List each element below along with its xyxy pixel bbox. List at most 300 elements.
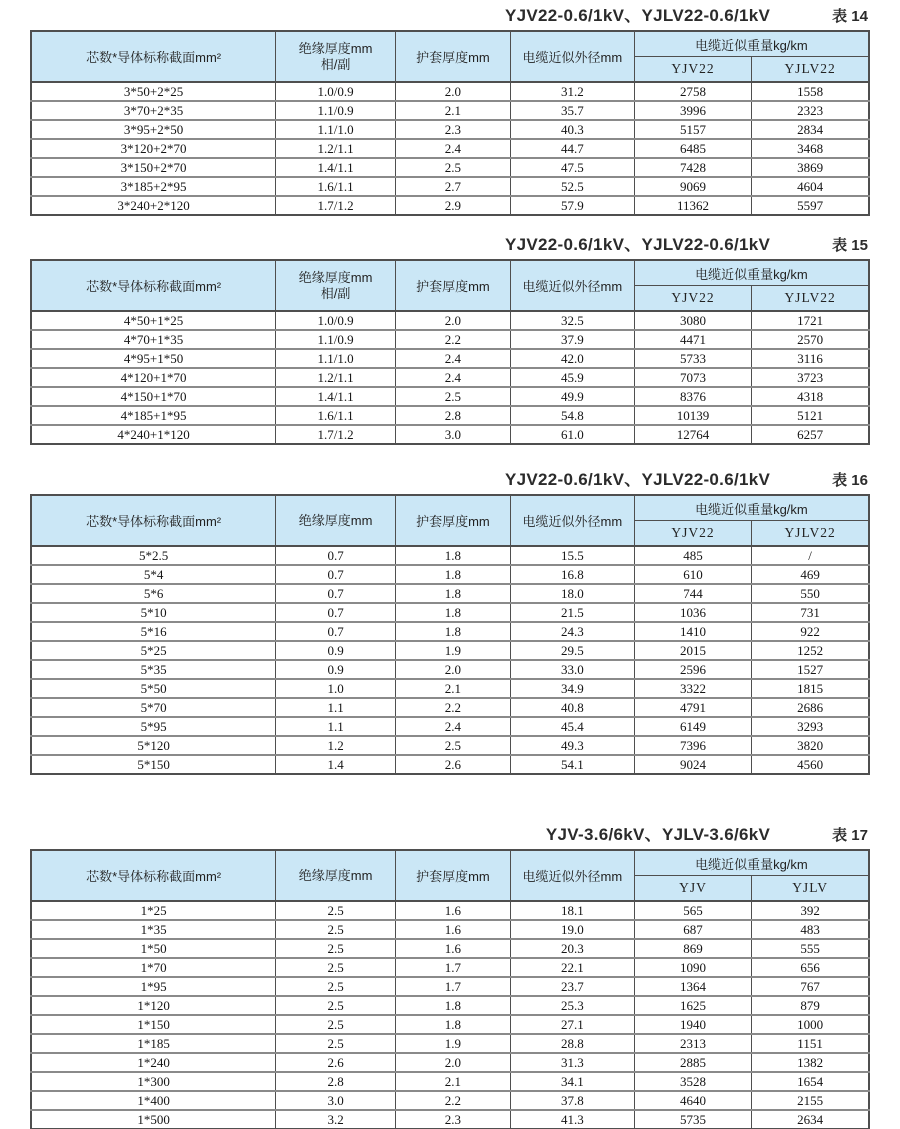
header-weight-yjlv: YJLV22	[752, 521, 869, 547]
cell-outer-diameter: 52.5	[510, 177, 634, 196]
cell-weight-yjlv: 1151	[752, 1034, 869, 1053]
cell-weight-yjv: 3322	[634, 679, 751, 698]
cell-sheath: 1.9	[396, 1034, 511, 1053]
cell-weight-yjv: 2015	[634, 641, 751, 660]
cell-insulation: 1.6/1.1	[276, 406, 396, 425]
table-row	[31, 920, 869, 939]
header-outer-diameter: 电缆近似外径mm	[510, 850, 634, 901]
table-header	[31, 850, 869, 901]
cell-outer-diameter: 22.1	[510, 958, 634, 977]
cell-sheath: 2.0	[396, 660, 511, 679]
cell-insulation: 2.5	[276, 939, 396, 958]
cell-weight-yjv: 1410	[634, 622, 751, 641]
cell-outer-diameter: 24.3	[510, 622, 634, 641]
cell-core-size: 1*25	[31, 901, 276, 920]
cell-sheath: 2.2	[396, 330, 511, 349]
cell-sheath: 2.1	[396, 101, 511, 120]
table-row	[31, 717, 869, 736]
cell-weight-yjv: 1940	[634, 1015, 751, 1034]
cell-core-size: 1*185	[31, 1034, 276, 1053]
cell-weight-yjv: 7073	[634, 368, 751, 387]
cell-insulation: 1.1/1.0	[276, 120, 396, 139]
cell-core-size: 1*95	[31, 977, 276, 996]
cell-insulation: 2.8	[276, 1072, 396, 1091]
cell-weight-yjlv: 922	[752, 622, 869, 641]
cell-insulation: 2.5	[276, 901, 396, 920]
cell-insulation: 1.4/1.1	[276, 387, 396, 406]
cell-weight-yjv: 2758	[634, 82, 751, 101]
cell-weight-yjv: 1036	[634, 603, 751, 622]
header-core-size: 芯数*导体标称截面mm²	[31, 495, 276, 546]
table-row	[31, 939, 869, 958]
cell-insulation: 2.5	[276, 1034, 396, 1053]
table-row	[31, 736, 869, 755]
table-title: YJV-3.6/6kV、YJLV-3.6/6kV	[545, 825, 771, 844]
table-row	[31, 698, 869, 717]
cell-core-size: 1*120	[31, 996, 276, 1015]
header-weight-yjv: YJV22	[634, 286, 751, 312]
table-body	[31, 311, 869, 444]
header-core-size: 芯数*导体标称截面mm²	[31, 850, 276, 901]
cell-outer-diameter: 37.9	[510, 330, 634, 349]
table-number: 表 14	[832, 8, 868, 25]
table-row	[31, 1034, 869, 1053]
cell-weight-yjv: 610	[634, 565, 751, 584]
cell-weight-yjlv: 2686	[752, 698, 869, 717]
cell-core-size: 4*70+1*35	[31, 330, 276, 349]
table-row	[31, 1110, 869, 1129]
cell-weight-yjlv: 483	[752, 920, 869, 939]
cell-outer-diameter: 29.5	[510, 641, 634, 660]
cell-core-size: 1*400	[31, 1091, 276, 1110]
cell-core-size: 4*50+1*25	[31, 311, 276, 330]
cell-weight-yjv: 2596	[634, 660, 751, 679]
cell-core-size: 1*50	[31, 939, 276, 958]
cell-weight-yjlv: 2834	[752, 120, 869, 139]
cell-sheath: 2.9	[396, 196, 511, 215]
table-row	[31, 311, 869, 330]
cell-outer-diameter: 31.3	[510, 1053, 634, 1072]
table-body	[31, 82, 869, 215]
cell-sheath: 2.2	[396, 698, 511, 717]
cell-weight-yjlv: 1558	[752, 82, 869, 101]
cell-weight-yjv: 10139	[634, 406, 751, 425]
cell-outer-diameter: 15.5	[510, 546, 634, 565]
cell-outer-diameter: 47.5	[510, 158, 634, 177]
cell-core-size: 4*240+1*120	[31, 425, 276, 444]
table-row	[31, 1072, 869, 1091]
header-weight-yjlv: YJLV22	[752, 286, 869, 312]
cell-outer-diameter: 41.3	[510, 1110, 634, 1129]
cell-weight-yjv: 485	[634, 546, 751, 565]
cell-insulation: 3.0	[276, 1091, 396, 1110]
cell-weight-yjv: 4471	[634, 330, 751, 349]
cable-spec-table	[30, 259, 870, 445]
cell-sheath: 2.0	[396, 82, 511, 101]
cell-weight-yjv: 1625	[634, 996, 751, 1015]
table-row	[31, 120, 869, 139]
table-row	[31, 622, 869, 641]
cell-weight-yjlv: 656	[752, 958, 869, 977]
cell-weight-yjlv: /	[752, 546, 869, 565]
cell-weight-yjlv: 1527	[752, 660, 869, 679]
cell-core-size: 5*50	[31, 679, 276, 698]
cell-insulation: 1.1/1.0	[276, 349, 396, 368]
cell-outer-diameter: 54.1	[510, 755, 634, 774]
table-row	[31, 196, 869, 215]
cell-insulation: 1.7/1.2	[276, 425, 396, 444]
header-weight-yjlv: YJLV22	[752, 57, 869, 83]
cell-weight-yjv: 11362	[634, 196, 751, 215]
header-insulation	[276, 495, 396, 546]
cell-sheath: 2.5	[396, 387, 511, 406]
cell-weight-yjlv: 3820	[752, 736, 869, 755]
cell-weight-yjv: 687	[634, 920, 751, 939]
cell-sheath: 1.8	[396, 622, 511, 641]
table-row	[31, 1015, 869, 1034]
cell-weight-yjlv: 4604	[752, 177, 869, 196]
cell-sheath: 2.0	[396, 311, 511, 330]
cell-sheath: 2.5	[396, 158, 511, 177]
cell-weight-yjlv: 5121	[752, 406, 869, 425]
table-body	[31, 901, 869, 1129]
cell-insulation: 1.7/1.2	[276, 196, 396, 215]
header-sheath: 护套厚度mm	[396, 850, 511, 901]
header-weight-yjlv: YJLV	[752, 876, 869, 902]
cell-sheath: 1.8	[396, 565, 511, 584]
cell-sheath: 1.9	[396, 641, 511, 660]
cell-core-size: 3*120+2*70	[31, 139, 276, 158]
cell-insulation: 0.7	[276, 546, 396, 565]
cell-weight-yjlv: 1382	[752, 1053, 869, 1072]
cell-outer-diameter: 19.0	[510, 920, 634, 939]
table-row	[31, 584, 869, 603]
table-row	[31, 977, 869, 996]
table-header	[31, 31, 869, 82]
cell-weight-yjv: 1364	[634, 977, 751, 996]
cell-insulation: 0.9	[276, 641, 396, 660]
cell-weight-yjv: 7428	[634, 158, 751, 177]
cell-sheath: 1.8	[396, 1015, 511, 1034]
cell-outer-diameter: 40.8	[510, 698, 634, 717]
cell-core-size: 4*150+1*70	[31, 387, 276, 406]
cell-sheath: 1.8	[396, 996, 511, 1015]
cell-sheath: 2.8	[396, 406, 511, 425]
table-row	[31, 565, 869, 584]
cell-insulation: 1.1/0.9	[276, 330, 396, 349]
cell-insulation: 2.6	[276, 1053, 396, 1072]
cell-outer-diameter: 49.9	[510, 387, 634, 406]
cell-sheath: 2.7	[396, 177, 511, 196]
cell-sheath: 1.6	[396, 939, 511, 958]
table-row	[31, 349, 869, 368]
cell-sheath: 2.3	[396, 1110, 511, 1129]
table-row	[31, 1091, 869, 1110]
cell-weight-yjlv: 392	[752, 901, 869, 920]
cell-outer-diameter: 33.0	[510, 660, 634, 679]
cell-outer-diameter: 28.8	[510, 1034, 634, 1053]
cell-weight-yjlv: 3869	[752, 158, 869, 177]
cell-sheath: 1.6	[396, 920, 511, 939]
cell-core-size: 5*25	[31, 641, 276, 660]
cell-insulation: 1.1	[276, 698, 396, 717]
table-title: YJV22-0.6/1kV、YJLV22-0.6/1kV	[505, 235, 771, 254]
cell-weight-yjlv: 2323	[752, 101, 869, 120]
table-title: YJV22-0.6/1kV、YJLV22-0.6/1kV	[505, 6, 771, 25]
cell-insulation: 1.1	[276, 717, 396, 736]
header-sheath: 护套厚度mm	[396, 260, 511, 311]
table-header	[31, 260, 869, 311]
cell-weight-yjv: 2885	[634, 1053, 751, 1072]
cell-sheath: 2.6	[396, 755, 511, 774]
cell-core-size: 3*70+2*35	[31, 101, 276, 120]
table-row	[31, 425, 869, 444]
cell-outer-diameter: 25.3	[510, 996, 634, 1015]
cell-weight-yjlv: 3723	[752, 368, 869, 387]
cell-insulation: 1.0	[276, 679, 396, 698]
header-weight-yjv: YJV22	[634, 57, 751, 83]
table-row	[31, 641, 869, 660]
table-row	[31, 901, 869, 920]
cell-core-size: 5*10	[31, 603, 276, 622]
cell-weight-yjlv: 3468	[752, 139, 869, 158]
cell-outer-diameter: 42.0	[510, 349, 634, 368]
cell-insulation: 0.7	[276, 603, 396, 622]
cell-core-size: 3*150+2*70	[31, 158, 276, 177]
cell-weight-yjlv: 731	[752, 603, 869, 622]
cell-weight-yjv: 3996	[634, 101, 751, 120]
table-row	[31, 958, 869, 977]
cell-insulation: 1.4	[276, 755, 396, 774]
cell-sheath: 1.7	[396, 977, 511, 996]
cell-weight-yjv: 565	[634, 901, 751, 920]
header-insulation	[276, 850, 396, 901]
cell-weight-yjlv: 1815	[752, 679, 869, 698]
header-weight-yjv: YJV	[634, 876, 751, 902]
cell-outer-diameter: 44.7	[510, 139, 634, 158]
cell-weight-yjv: 4791	[634, 698, 751, 717]
cell-sheath: 2.3	[396, 120, 511, 139]
table-number: 表 15	[832, 237, 868, 254]
cell-core-size: 5*95	[31, 717, 276, 736]
cell-sheath: 1.8	[396, 584, 511, 603]
cell-weight-yjv: 6485	[634, 139, 751, 158]
cell-outer-diameter: 45.4	[510, 717, 634, 736]
header-core-size: 芯数*导体标称截面mm²	[31, 31, 276, 82]
cell-outer-diameter: 45.9	[510, 368, 634, 387]
cell-weight-yjlv: 1721	[752, 311, 869, 330]
header-weight-group: 电缆近似重量kg/km	[634, 850, 869, 876]
cell-insulation: 0.7	[276, 622, 396, 641]
header-sheath: 护套厚度mm	[396, 31, 511, 82]
cell-sheath: 1.8	[396, 603, 511, 622]
cell-outer-diameter: 61.0	[510, 425, 634, 444]
cell-insulation: 1.6/1.1	[276, 177, 396, 196]
header-weight-group: 电缆近似重量kg/km	[634, 260, 869, 286]
cell-core-size: 5*150	[31, 755, 276, 774]
cell-core-size: 5*6	[31, 584, 276, 603]
cell-outer-diameter: 27.1	[510, 1015, 634, 1034]
cell-insulation: 1.0/0.9	[276, 82, 396, 101]
table-row	[31, 139, 869, 158]
header-insulation-line1: 绝缘厚度mm	[298, 867, 373, 883]
cell-weight-yjlv: 3116	[752, 349, 869, 368]
cell-weight-yjlv: 6257	[752, 425, 869, 444]
cell-outer-diameter: 31.2	[510, 82, 634, 101]
table-row	[31, 1053, 869, 1072]
cable-table-section	[30, 231, 870, 445]
cell-core-size: 5*70	[31, 698, 276, 717]
cell-sheath: 1.6	[396, 901, 511, 920]
cell-weight-yjlv: 555	[752, 939, 869, 958]
cell-weight-yjv: 7396	[634, 736, 751, 755]
table-row	[31, 660, 869, 679]
table-row	[31, 996, 869, 1015]
cell-weight-yjlv: 2634	[752, 1110, 869, 1129]
cable-table-section	[30, 2, 870, 216]
cell-weight-yjlv: 879	[752, 996, 869, 1015]
table-title: YJV22-0.6/1kV、YJLV22-0.6/1kV	[505, 470, 771, 489]
cell-sheath: 2.1	[396, 1072, 511, 1091]
cell-insulation: 2.5	[276, 977, 396, 996]
table-caption	[30, 2, 870, 26]
table-row	[31, 158, 869, 177]
cell-core-size: 4*95+1*50	[31, 349, 276, 368]
cell-insulation: 1.2	[276, 736, 396, 755]
cell-weight-yjv: 5157	[634, 120, 751, 139]
table-caption	[30, 231, 870, 255]
cell-outer-diameter: 34.9	[510, 679, 634, 698]
cell-outer-diameter: 32.5	[510, 311, 634, 330]
cable-spec-table	[30, 30, 870, 216]
table-body	[31, 546, 869, 774]
cell-core-size: 4*185+1*95	[31, 406, 276, 425]
cell-outer-diameter: 54.8	[510, 406, 634, 425]
cell-outer-diameter: 18.1	[510, 901, 634, 920]
cell-outer-diameter: 49.3	[510, 736, 634, 755]
cell-weight-yjv: 2313	[634, 1034, 751, 1053]
cell-sheath: 2.0	[396, 1053, 511, 1072]
cell-insulation: 0.7	[276, 565, 396, 584]
header-outer-diameter: 电缆近似外径mm	[510, 260, 634, 311]
cell-core-size: 3*185+2*95	[31, 177, 276, 196]
cell-weight-yjv: 12764	[634, 425, 751, 444]
cell-insulation: 0.7	[276, 584, 396, 603]
header-core-size: 芯数*导体标称截面mm²	[31, 260, 276, 311]
cell-sheath: 2.4	[396, 139, 511, 158]
table-row	[31, 82, 869, 101]
table-row	[31, 546, 869, 565]
cell-weight-yjlv: 550	[752, 584, 869, 603]
cell-weight-yjv: 3080	[634, 311, 751, 330]
cell-insulation: 3.2	[276, 1110, 396, 1129]
header-outer-diameter: 电缆近似外径mm	[510, 31, 634, 82]
cell-weight-yjv: 869	[634, 939, 751, 958]
cell-sheath: 2.1	[396, 679, 511, 698]
cell-weight-yjv: 3528	[634, 1072, 751, 1091]
cell-core-size: 1*500	[31, 1110, 276, 1129]
table-number: 表 16	[832, 472, 868, 489]
table-row	[31, 755, 869, 774]
cell-sheath: 2.4	[396, 368, 511, 387]
header-insulation-line1: 绝缘厚度mm	[298, 40, 373, 56]
cell-insulation: 1.2/1.1	[276, 139, 396, 158]
cell-weight-yjlv: 5597	[752, 196, 869, 215]
header-weight-group: 电缆近似重量kg/km	[634, 31, 869, 57]
cell-core-size: 5*35	[31, 660, 276, 679]
table-row	[31, 406, 869, 425]
cable-table-section	[30, 466, 870, 775]
cell-core-size: 1*70	[31, 958, 276, 977]
cell-core-size: 3*240+2*120	[31, 196, 276, 215]
table-row	[31, 387, 869, 406]
table-header	[31, 495, 869, 546]
cell-weight-yjv: 1090	[634, 958, 751, 977]
header-insulation	[276, 31, 396, 82]
cell-sheath: 1.8	[396, 546, 511, 565]
header-weight-yjv: YJV22	[634, 521, 751, 547]
cell-weight-yjlv: 1654	[752, 1072, 869, 1091]
cell-insulation: 1.0/0.9	[276, 311, 396, 330]
table-number: 表 17	[832, 827, 868, 844]
cell-outer-diameter: 35.7	[510, 101, 634, 120]
cell-weight-yjlv: 4318	[752, 387, 869, 406]
cell-outer-diameter: 20.3	[510, 939, 634, 958]
cell-weight-yjlv: 3293	[752, 717, 869, 736]
cell-weight-yjlv: 2155	[752, 1091, 869, 1110]
cell-outer-diameter: 23.7	[510, 977, 634, 996]
cell-outer-diameter: 40.3	[510, 120, 634, 139]
cell-weight-yjv: 4640	[634, 1091, 751, 1110]
table-row	[31, 101, 869, 120]
cell-core-size: 5*16	[31, 622, 276, 641]
table-caption	[30, 466, 870, 490]
cell-insulation: 0.9	[276, 660, 396, 679]
cell-core-size: 3*50+2*25	[31, 82, 276, 101]
table-row	[31, 603, 869, 622]
cell-insulation: 2.5	[276, 920, 396, 939]
header-insulation	[276, 260, 396, 311]
cell-core-size: 1*240	[31, 1053, 276, 1072]
tables-container	[30, 2, 870, 1129]
header-weight-group: 电缆近似重量kg/km	[634, 495, 869, 521]
cell-sheath: 2.4	[396, 349, 511, 368]
cell-weight-yjlv: 767	[752, 977, 869, 996]
table-row	[31, 679, 869, 698]
cell-outer-diameter: 57.9	[510, 196, 634, 215]
cell-insulation: 1.1/0.9	[276, 101, 396, 120]
cell-insulation: 2.5	[276, 958, 396, 977]
cell-outer-diameter: 37.8	[510, 1091, 634, 1110]
cable-spec-table	[30, 849, 870, 1129]
table-caption	[30, 821, 870, 845]
cell-insulation: 1.4/1.1	[276, 158, 396, 177]
cell-core-size: 1*35	[31, 920, 276, 939]
cell-outer-diameter: 21.5	[510, 603, 634, 622]
cell-weight-yjv: 9024	[634, 755, 751, 774]
header-insulation-line1: 绝缘厚度mm	[298, 269, 373, 285]
cell-weight-yjlv: 469	[752, 565, 869, 584]
cell-weight-yjlv: 2570	[752, 330, 869, 349]
cell-core-size: 5*120	[31, 736, 276, 755]
header-insulation-line2: 相/副	[320, 285, 351, 301]
cable-table-section	[30, 821, 870, 1129]
header-insulation-line1: 绝缘厚度mm	[298, 512, 373, 528]
cell-core-size: 3*95+2*50	[31, 120, 276, 139]
table-row	[31, 330, 869, 349]
cell-outer-diameter: 16.8	[510, 565, 634, 584]
cell-core-size: 1*300	[31, 1072, 276, 1091]
